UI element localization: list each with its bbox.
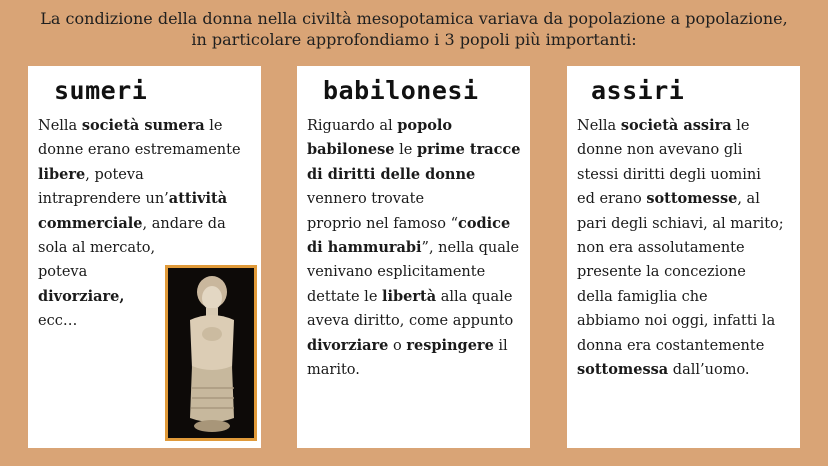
bold-text: popolo: [397, 117, 453, 134]
bold-text: libertà: [382, 287, 437, 305]
card-sumeri: [28, 66, 261, 448]
text-line: [577, 334, 797, 358]
text: le: [204, 118, 223, 134]
bold-text: sottomessa: [577, 361, 669, 379]
text: le: [394, 142, 417, 159]
text-line: [307, 163, 527, 187]
card-body: [307, 114, 527, 382]
text: Nella: [577, 118, 621, 134]
text: , andare da: [142, 215, 226, 232]
text: , al: [737, 191, 760, 208]
text: alla quale: [436, 288, 513, 305]
text: poteva: [38, 264, 88, 281]
text: intraprendere un’: [38, 191, 169, 208]
text: presente la concezione: [577, 264, 746, 281]
text-line: [307, 236, 527, 260]
bold-text: attività: [168, 190, 228, 208]
text-line: [38, 163, 258, 187]
bold-text: libere: [38, 165, 86, 183]
bold-text: commerciale: [38, 214, 143, 232]
text: donne erano estremamente: [38, 142, 241, 159]
text-line: [38, 236, 258, 260]
text: Riguardo al: [307, 118, 398, 134]
text-line: [307, 260, 527, 284]
text: della famiglia che: [577, 288, 708, 305]
slide-title-line-1: La condizione della donna nella civiltà mesopotamica variava da popolazione a popolazione,: [40, 9, 788, 28]
text-line: [577, 212, 797, 236]
text-line: [38, 138, 258, 162]
text: abbiamo noi oggi, infatti la: [577, 313, 776, 330]
text-line: [38, 212, 258, 236]
text: ecc…: [38, 313, 78, 330]
bold-text: società assira: [620, 117, 732, 134]
text: dall’uomo.: [668, 362, 750, 379]
bold-text: respingere: [406, 336, 494, 354]
text: , poteva: [85, 166, 144, 183]
text: venivano esplicitamente: [307, 264, 486, 281]
text: donna era costantemente: [577, 337, 765, 354]
text-line: [307, 309, 527, 333]
bold-text: società sumera: [81, 117, 205, 134]
text-line: [577, 309, 797, 333]
text-line: [307, 334, 527, 358]
text: stessi diritti degli uomini: [577, 166, 761, 183]
text: ”, nella quale: [421, 240, 520, 257]
text: ed erano: [577, 191, 647, 208]
text: o: [388, 337, 407, 354]
sumerian-statue-image: [165, 265, 257, 441]
text: sola al mercato,: [38, 240, 156, 257]
text: le: [731, 118, 750, 134]
card-heading: babilonesi: [323, 76, 479, 105]
text-line: [307, 212, 527, 236]
text: marito.: [307, 362, 360, 379]
slide-title: [0, 8, 828, 50]
card-heading: sumeri: [54, 76, 148, 105]
text-line: [577, 187, 797, 211]
card-body: [577, 114, 797, 382]
text-line: [38, 114, 258, 138]
card-heading: assiri: [591, 76, 685, 105]
bold-text: di hammurabi: [307, 239, 422, 257]
bold-text: prime tracce: [416, 141, 521, 159]
slide-title-line-2: in particolare approfondiamo i 3 popoli più importanti:: [191, 30, 637, 49]
bold-text: sottomesse: [646, 190, 738, 208]
card-assiri: [567, 66, 800, 448]
text: dettate le: [307, 288, 383, 305]
text-line: [307, 285, 527, 309]
bold-text: di diritti delle donne: [307, 165, 476, 183]
text: aveva diritto, come appunto: [307, 313, 514, 330]
text-line: [577, 285, 797, 309]
text: donne non avevano gli: [577, 142, 743, 159]
text: proprio nel famoso “: [307, 215, 458, 232]
text-line: [577, 163, 797, 187]
text-line: [577, 260, 797, 284]
text-line: [577, 114, 797, 138]
bold-text: codice: [457, 214, 511, 232]
card-babilonesi: [297, 66, 530, 448]
text-line: [307, 138, 527, 162]
text-line: [577, 358, 797, 382]
bold-text: divorziare,: [38, 287, 125, 305]
text-line: [577, 236, 797, 260]
text: pari degli schiavi, al marito;: [577, 215, 784, 232]
text: non era assolutamente: [577, 240, 745, 257]
text: vennero trovate: [307, 191, 425, 208]
bold-text: divorziare: [307, 336, 389, 354]
statue-figure: [168, 268, 254, 438]
text: il: [493, 337, 508, 354]
text-line: [38, 187, 258, 211]
text-line: [577, 138, 797, 162]
text-line: [307, 358, 527, 382]
text-line: [307, 187, 527, 211]
text-line: [307, 114, 527, 138]
text: Nella: [38, 118, 82, 134]
bold-text: babilonese: [307, 141, 395, 159]
